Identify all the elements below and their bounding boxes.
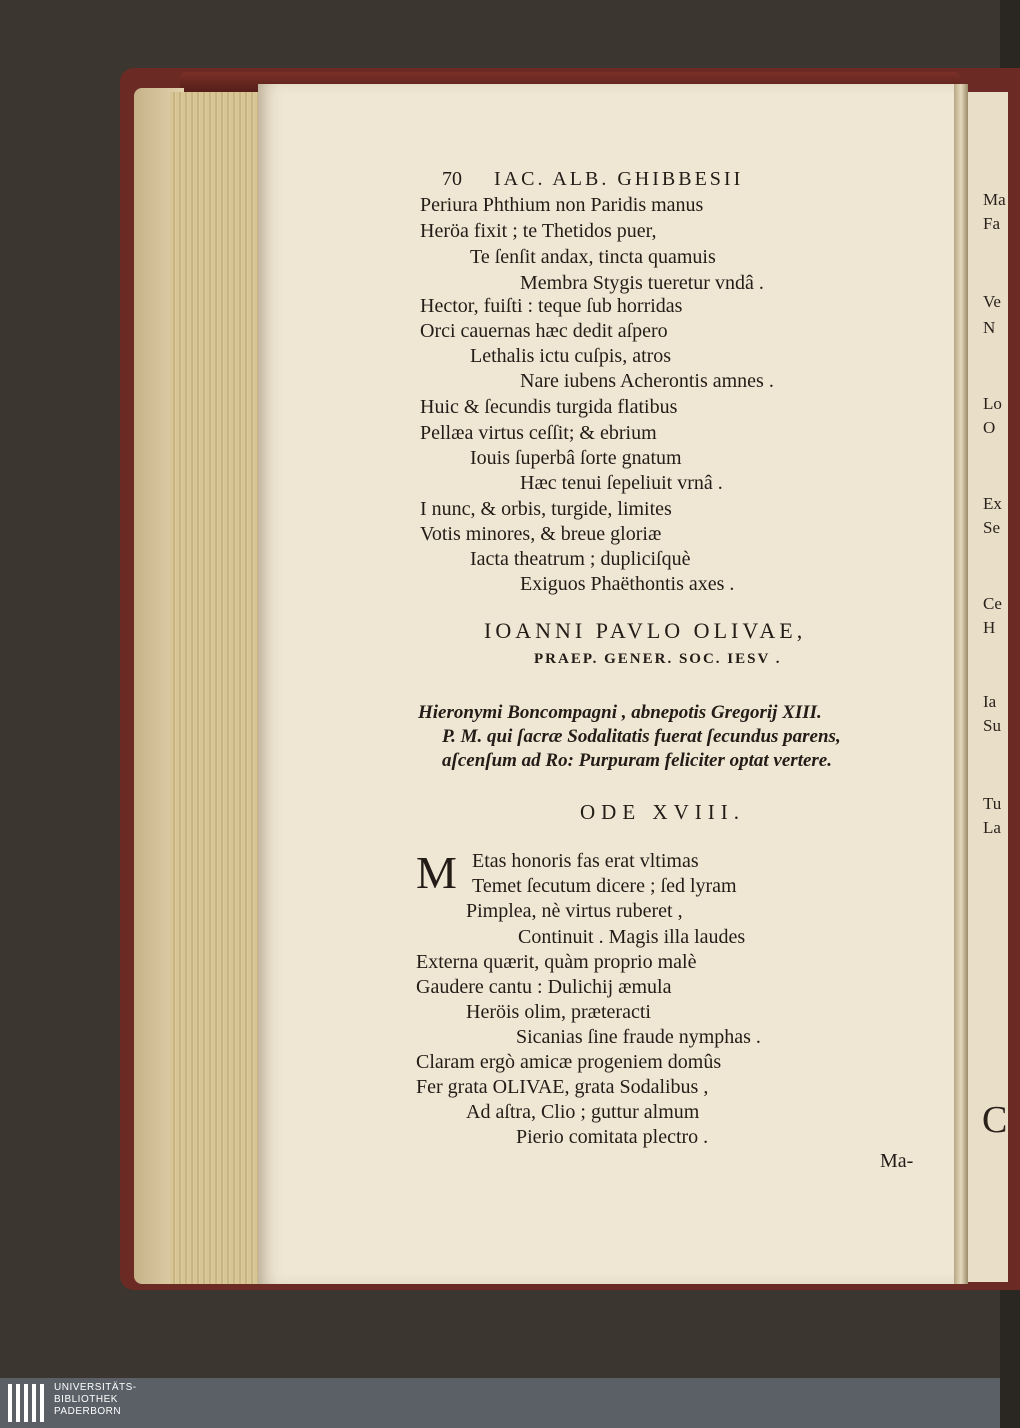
verse-line: Te ſenſit andax, tincta quamuis: [470, 246, 716, 268]
verse-line: Temet ſecutum dicere ; ſed lyram: [472, 875, 737, 897]
facing-line: O: [983, 418, 996, 437]
facing-line: Su: [983, 716, 1001, 735]
facing-page-text: [968, 92, 1008, 1282]
verse-line: I nunc, & orbis, turgide, limites: [420, 498, 672, 520]
ode-heading: ODE XVIII.: [580, 800, 745, 824]
verse-line: Pimplea, nè virtus ruberet ,: [466, 900, 683, 922]
verse-line: Nare iubens Acherontis amnes .: [520, 370, 774, 392]
verse-line: Claram ergò amicæ progeniem domûs: [416, 1051, 722, 1073]
facing-line: Ce: [983, 594, 1002, 613]
facing-line: Tu: [983, 794, 1002, 813]
page-number: 70: [442, 168, 462, 190]
facing-line: Fa: [983, 214, 1000, 233]
library-logo-icon: [8, 1384, 48, 1422]
facing-line: N: [983, 318, 996, 337]
running-title: IAC. ALB. GHIBBESII: [494, 168, 744, 190]
verse-line: Hæc tenui ſepeliuit vrnâ .: [520, 472, 723, 494]
facing-line: Ex: [983, 494, 1002, 513]
verse-line: Pellæa virtus ceſſit; & ebrium: [420, 422, 657, 444]
dedication-line: Hieronymi Boncompagni , abnepotis Gregorij XIII.: [418, 702, 822, 723]
verse-line: Heröa fixit ; te Thetidos puer,: [420, 220, 657, 242]
verse-line: Votis minores, & breue gloriæ: [420, 523, 662, 545]
dedication-line: aſcenſum ad Ro: Purpuram feliciter optat vertere.: [442, 750, 832, 771]
verse-line: Gaudere cantu : Dulichij æmula: [416, 976, 672, 998]
verse-line: Iouis ſuperbâ ſorte gnatum: [470, 447, 682, 469]
facing-large-letter: C: [982, 1099, 1008, 1141]
verse-line: Fer grata OLIVAE, grata Sodalibus ,: [416, 1076, 709, 1098]
book-gutter: [954, 84, 968, 1284]
verse-line: Lethalis ictu cuſpis, atros: [470, 345, 672, 367]
verse-line: Periura Phthium non Paridis manus: [420, 194, 704, 216]
library-name-line: PADERBORN: [54, 1406, 122, 1417]
page-block-edge: [170, 92, 262, 1284]
facing-line: Ma: [983, 190, 1006, 209]
verse-line: Pierio comitata plectro .: [516, 1126, 709, 1148]
facing-line: La: [983, 818, 1001, 837]
verse-line: Hector, fuiſti : teque ſub horridas: [420, 295, 683, 317]
library-name-line: BIBLIOTHEK: [54, 1394, 118, 1405]
verse-line: Huic & ſecundis turgida flatibus: [420, 396, 678, 418]
verse-line: Externa quærit, quàm proprio malè: [416, 951, 697, 973]
facing-line: Lo: [983, 394, 1002, 413]
library-footer: [0, 1378, 1000, 1428]
dedication-title: IOANNI PAVLO OLIVAE,: [484, 618, 807, 643]
verse-line: Orci cauernas hæc dedit aſpero: [420, 320, 668, 342]
verse-line: Etas honoris fas erat vltimas: [472, 850, 699, 872]
verse-line: Exiguos Phaëthontis axes .: [520, 573, 735, 595]
running-header: [442, 168, 743, 191]
facing-line: H: [983, 618, 996, 637]
dedication-line: P. M. qui ſacræ Sodalitatis fuerat ſecundus parens,: [442, 726, 841, 747]
verse-line: Sicanias ſine fraude nymphas .: [516, 1026, 761, 1048]
facing-page: [968, 92, 1008, 1282]
verse-line: Membra Stygis tueretur vndâ .: [520, 272, 764, 294]
facing-line: Ve: [983, 292, 1001, 311]
facing-line: Ia: [983, 692, 997, 711]
library-name-line: UNIVERSITÄTS-: [54, 1382, 137, 1393]
dedication-subtitle: PRAEP. GENER. SOC. IESV .: [534, 651, 782, 667]
catchword: Ma-: [880, 1150, 914, 1172]
drop-cap: M: [416, 847, 457, 898]
verse-line: Heröis olim, præteracti: [466, 1001, 651, 1023]
facing-line: Se: [983, 518, 1000, 537]
verse-line: Ad aſtra, Clio ; guttur almum: [466, 1101, 700, 1123]
verse-line: Iacta theatrum ; dupliciſquè: [470, 548, 691, 570]
verse-line: Continuit . Magis illa laudes: [518, 926, 746, 948]
